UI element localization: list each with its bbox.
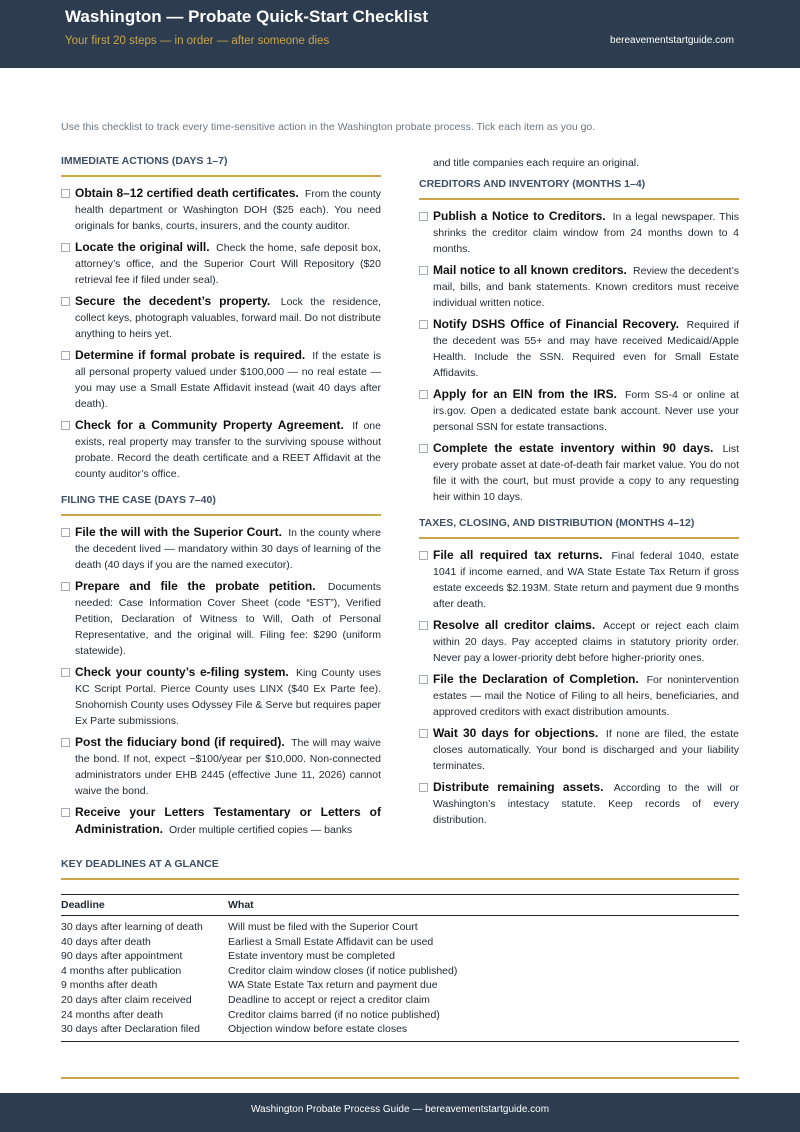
checkbox[interactable] bbox=[61, 297, 70, 306]
deadline-cell: 90 days after appointment bbox=[61, 950, 183, 963]
what-cell: Deadline to accept or reject a creditor claim bbox=[228, 993, 430, 1006]
header-site-link[interactable]: bereavementstartguide.com bbox=[610, 35, 734, 46]
checkbox[interactable] bbox=[61, 528, 70, 537]
item-label: Apply for an EIN from the IRS. bbox=[433, 387, 617, 401]
checkbox[interactable] bbox=[419, 390, 428, 399]
checklist-item bbox=[61, 524, 381, 573]
checklist-item bbox=[61, 578, 381, 659]
what-cell: Creditor claim window closes (if notice published) bbox=[228, 964, 458, 977]
what-cell: Will must be filed with the Superior Court bbox=[228, 921, 418, 933]
checklist-item bbox=[419, 547, 739, 612]
item-label: Complete the estate inventory within 90 days. bbox=[433, 441, 714, 455]
deadline-cell: 20 days after claim received bbox=[61, 993, 192, 1006]
checklist-item bbox=[61, 239, 381, 288]
item-text: For nonintervention estates — mail the Notice of Filing to all heirs, beneficiaries, and approved creditors with exact distribution amounts. bbox=[433, 674, 739, 718]
section-title-taxes: TAXES, CLOSING, AND DISTRIBUTION (MONTHS 4–12) bbox=[419, 517, 739, 539]
table-row bbox=[61, 949, 739, 964]
item-label: Distribute remaining assets. bbox=[433, 780, 604, 794]
deadline-cell: 24 months after death bbox=[61, 1008, 164, 1021]
section-title-immediate: IMMEDIATE ACTIONS (DAYS 1–7) bbox=[61, 155, 381, 177]
item-continued-text: and title companies each require an original. bbox=[433, 157, 640, 169]
item-label: Determine if formal probate is required. bbox=[75, 348, 306, 362]
checkbox[interactable] bbox=[61, 582, 70, 591]
what-cell: Earliest a Small Estate Affidavit can be used bbox=[228, 935, 434, 948]
checkbox[interactable] bbox=[419, 621, 428, 630]
item-label: Post the fiduciary bond (if required). bbox=[75, 735, 285, 749]
checklist-item bbox=[419, 262, 739, 311]
checklist-item bbox=[419, 440, 739, 505]
table-row bbox=[61, 978, 739, 993]
page-header bbox=[0, 0, 800, 68]
column-header-what: What bbox=[228, 895, 739, 916]
table-row bbox=[61, 916, 739, 935]
section-title-filing: FILING THE CASE (DAYS 7–40) bbox=[61, 494, 381, 516]
item-text: King County uses KC Script Portal. Pierce County uses LINX ($40 Ex Parte fee). Snohomish County uses Odyssey File & Serve but requires paper Ex Parte submissions. bbox=[75, 667, 381, 727]
item-text: If one exists, real property may transfer to the surviving spouse without probate. Record the death certificate and a REET Affidavit at the county auditor’s office. bbox=[75, 420, 381, 480]
item-label: Mail notice to all known creditors. bbox=[433, 263, 627, 277]
what-cell: Estate inventory must be completed bbox=[228, 950, 395, 963]
deadlines-section bbox=[61, 858, 739, 1042]
item-text: Required if the decedent was 55+ and may have received Medicaid/Apple Health. Include the SSN. Required even for Small Estate Affidavits. bbox=[433, 319, 739, 379]
checklist-item bbox=[419, 779, 739, 828]
column-header-deadline: Deadline bbox=[61, 895, 228, 916]
checklist-item bbox=[61, 804, 381, 838]
item-text: According to the will or Washington’s intestacy statute. Keep records of every distribution. bbox=[433, 782, 740, 826]
checkbox[interactable] bbox=[61, 421, 70, 430]
section-title-creditors: CREDITORS AND INVENTORY (MONTHS 1–4) bbox=[419, 178, 739, 200]
item-label: Publish a Notice to Creditors. bbox=[433, 209, 606, 223]
table-row bbox=[61, 964, 739, 979]
table-header-row bbox=[61, 895, 739, 916]
item-text: Review the decedent’s mail, bills, and bank statements. Known creditors must receive individual written notice. bbox=[433, 265, 739, 309]
left-column bbox=[61, 155, 381, 843]
checkbox[interactable] bbox=[61, 189, 70, 198]
checklist-item bbox=[61, 347, 381, 412]
page-title: Washington — Probate Quick-Start Checklist bbox=[65, 7, 429, 26]
item-label: Check your county’s e-filing system. bbox=[75, 665, 289, 679]
item-label: Receive your Letters Testamentary or Letters of Administration. bbox=[75, 805, 381, 836]
item-label: File the will with the Superior Court. bbox=[75, 525, 282, 539]
deadline-cell: 30 days after Declaration filed bbox=[61, 1023, 200, 1036]
deadline-cell: 30 days after learning of death bbox=[61, 921, 203, 933]
intro-text: Use this checklist to track every time-sensitive action in the Washington probate process. Tick each item as you go. bbox=[61, 121, 596, 133]
table-row bbox=[61, 993, 739, 1008]
item-text: Check the home, safe deposit box, attorney’s office, and the Superior Court Will Repository ($20 retrieval fee if filed under seal). bbox=[75, 242, 382, 286]
page-subtitle: Your first 20 steps — in order — after someone dies bbox=[65, 35, 330, 47]
checkbox[interactable] bbox=[419, 266, 428, 275]
item-label: Check for a Community Property Agreement. bbox=[75, 418, 344, 432]
what-cell: Objection window before estate closes bbox=[228, 1023, 408, 1036]
checkbox[interactable] bbox=[61, 243, 70, 252]
deadline-cell: 9 months after death bbox=[61, 979, 158, 992]
table-row bbox=[61, 1008, 739, 1023]
item-text: In a legal newspaper. This shrinks the creditor claim window from 24 months down to 4 months. bbox=[433, 211, 739, 255]
checklist-item bbox=[419, 386, 739, 435]
checklist-item bbox=[61, 734, 381, 799]
checklist-item bbox=[61, 293, 381, 342]
item-label: Wait 30 days for objections. bbox=[433, 726, 599, 740]
checklist-item bbox=[61, 664, 381, 729]
item-text: From the county health department or Washington DOH ($25 each). You need originals for banks, courts, insurers, and the county auditor. bbox=[75, 188, 381, 232]
checkbox[interactable] bbox=[419, 444, 428, 453]
page-footer: Washington Probate Process Guide — bereavementstartguide.com bbox=[0, 1093, 800, 1132]
item-label: Prepare and file the probate petition. bbox=[75, 579, 316, 593]
deadlines-table bbox=[61, 894, 739, 1042]
checkbox[interactable] bbox=[419, 729, 428, 738]
checklist-item bbox=[419, 617, 739, 666]
checklist-item bbox=[61, 417, 381, 482]
checkbox[interactable] bbox=[419, 320, 428, 329]
checkbox[interactable] bbox=[61, 808, 70, 817]
item-text: Accept or reject each claim within 20 days. Pay accepted claims in statutory priority order. Never pay a lower-priority debt before higher-priority ones. bbox=[433, 620, 739, 664]
deadline-cell: 4 months after publication bbox=[61, 964, 182, 977]
item-label: File all required tax returns. bbox=[433, 548, 603, 562]
table-row bbox=[61, 1022, 739, 1041]
item-label: Notify DSHS Office of Financial Recovery. bbox=[433, 317, 680, 331]
item-text: Order multiple certified copies — banks bbox=[168, 824, 353, 836]
item-text: If the estate is all personal property valued under $100,000 — no real estate — you may use a Small Estate Affidavit instead (wait 40 days after death). bbox=[75, 350, 381, 410]
item-label: File the Declaration of Completion. bbox=[433, 672, 639, 686]
item-text: Lock the residence, collect keys, photograph valuables, forward mail. Do not distribute anything to heirs yet. bbox=[75, 296, 381, 340]
checkbox[interactable] bbox=[419, 675, 428, 684]
checkbox[interactable] bbox=[419, 212, 428, 221]
item-text: Form SS-4 or online at irs.gov. Open a dedicated estate bank account. Never use your personal SSN for estate transactions. bbox=[433, 389, 739, 433]
checklist-item bbox=[419, 316, 739, 381]
what-cell: Creditor claims barred (if no notice published) bbox=[228, 1008, 440, 1021]
checklist-item bbox=[419, 725, 739, 774]
item-text: List every probate asset at date-of-death fair market value. You do not file it with the court, but must provide a copy to any requesting heir within 10 days. bbox=[433, 443, 739, 503]
item-text: The will may waive the bond. If not, expect ~$100/year per $10,000. Non-connected administrators under EHB 2445 (effective June 11, 2026) cannot waive the bond. bbox=[75, 737, 381, 797]
footer-divider bbox=[61, 1077, 739, 1079]
checkbox[interactable] bbox=[61, 351, 70, 360]
deadline-cell: 40 days after death bbox=[61, 935, 151, 948]
table-row bbox=[61, 935, 739, 950]
right-column bbox=[419, 155, 739, 833]
item-label: Obtain 8–12 certified death certificates. bbox=[75, 186, 299, 200]
checkbox[interactable] bbox=[61, 738, 70, 747]
section-title-deadlines: KEY DEADLINES AT A GLANCE bbox=[61, 858, 739, 880]
what-cell: WA State Estate Tax return and payment due bbox=[228, 979, 438, 992]
item-label: Locate the original will. bbox=[75, 240, 210, 254]
checklist-item bbox=[61, 185, 381, 234]
item-text: Documents needed: Case Information Cover Sheet (code “EST”), Verified Petition, Declaration of Witness to Will, Oath of Personal Representative, and the original will. Filing fee: $290 (uniform statewide). bbox=[75, 581, 381, 657]
checklist-item bbox=[419, 208, 739, 257]
item-text: If none are filed, the estate closes automatically. Your bond is discharged and your liability terminates. bbox=[433, 728, 739, 772]
item-label: Resolve all creditor claims. bbox=[433, 618, 596, 632]
checkbox[interactable] bbox=[419, 783, 428, 792]
checkbox[interactable] bbox=[419, 551, 428, 560]
item-label: Secure the decedent’s property. bbox=[75, 294, 271, 308]
item-text: In the county where the decedent lived — mandatory within 30 days of learning of the death (40 days if you are the named executor). bbox=[75, 527, 381, 571]
checklist-item bbox=[419, 671, 739, 720]
checkbox[interactable] bbox=[61, 668, 70, 677]
item-text: Final federal 1040, estate 1041 if income earned, and WA State Estate Tax Return if gross estate exceeds $2.193M. State return and payment due 9 months after death. bbox=[433, 550, 740, 610]
